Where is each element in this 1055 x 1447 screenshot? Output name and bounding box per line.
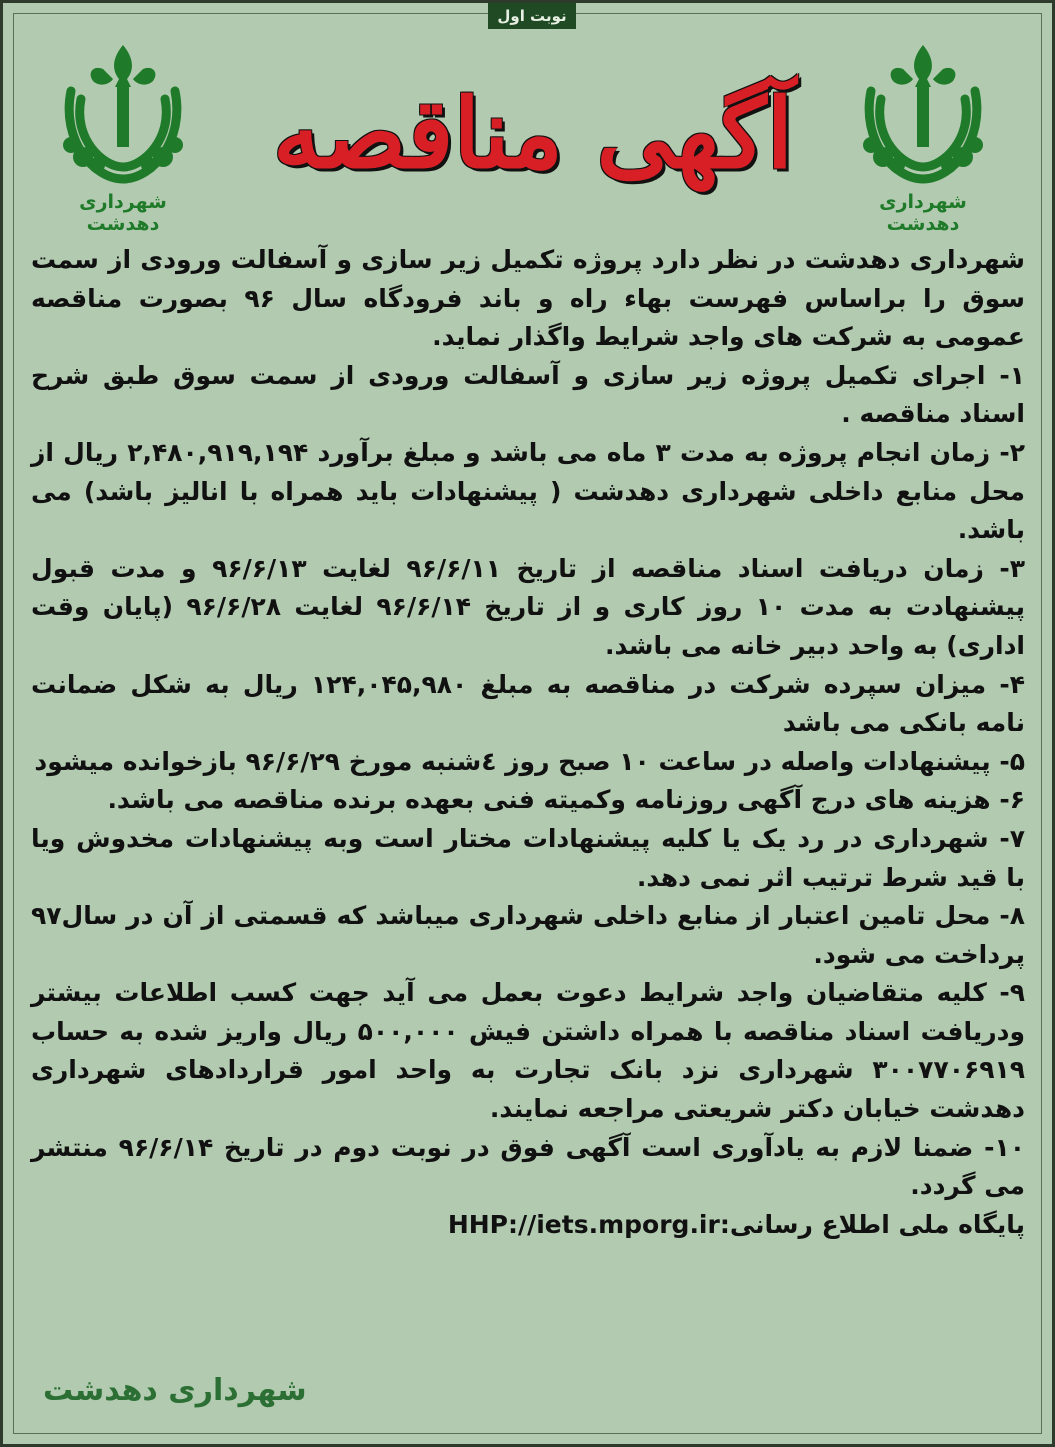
list-item: ۴- میزان سپرده شرکت در مناقصه به مبلغ ۱۲۴,۰۴۵,۹۸۰ ریال به شکل ضمانت نامه بانکی می باشد: [31, 669, 1025, 738]
portal-line: پایگاه ملی اطلاع رسانی:HHP://iets.mporg.ir: [447, 1209, 1025, 1239]
municipality-emblem-icon: [853, 39, 993, 189]
list-item: ۱- اجرای تکمیل پروژه زیر سازی و آسفالت ورودی از سمت سوق طبق شرح اسناد مناقصه .: [31, 360, 1025, 429]
intro-paragraph: شهرداری دهدشت در نظر دارد پروژه تکمیل زیر سازی و آسفالت ورودی از سمت سوق را براساس فهرست بهاء راه و باند فرودگاه سال ۹۶ بصورت مناقصه عمومی به شرکت های واجد شرایط واگذار نماید.: [31, 245, 1025, 352]
logo-right: [843, 39, 1003, 235]
advertisement-body: [31, 241, 1025, 1244]
list-item: ۷- شهرداری در رد یک یا کلیه پیشنهادات مختار است وبه پیشنهادات مخدوش ویا با قید شرط ترتیب اثر نمی دهد.: [31, 823, 1025, 892]
list-item: ۹- کلیه متقاضیان واجد شرایط دعوت بعمل می آید جهت کسب اطلاعات بیشتر ودریافت اسناد مناقصه با همراه داشتن فیش ۵۰۰,۰۰۰ ریال واریز شده به حساب ۳۰۰۷۷۰۶۹۱۹ شهرداری نزد بانک تجارت به واحد امور قراردادهای شهرداری دهدشت خیابان دکتر شریعتی مراجعه نمایند.: [31, 978, 1025, 1124]
logo-left: [43, 39, 203, 235]
logo-caption: شهرداری دهدشت: [879, 191, 967, 235]
list-item: ۶- هزینه های درج آگهی روزنامه وکمیته فنی بعهده برنده مناقصه می باشد.: [107, 785, 1025, 815]
list-item: ۸- محل تامین اعتبار از منابع داخلی شهرداری میباشد که قسمتی از آن در سال۹۷ پرداخت می شود.: [31, 901, 1025, 969]
round-tag: نوبت اول: [488, 3, 576, 29]
list-item: ۱۰- ضمنا لازم به یادآوری است آگهی فوق در نوبت دوم در تاریخ ۹۶/۶/۱۴ منتشر می گردد.: [31, 1132, 1026, 1201]
logo-caption: شهرداری دهدشت: [79, 191, 167, 235]
municipality-emblem-icon: [53, 39, 193, 189]
list-item: ۵- پیشنهادات واصله در ساعت ۱۰ صبح روز ٤شنبه مورخ ۹۶/۶/۲۹ بازخوانده میشود: [34, 746, 1025, 776]
signature: شهرداری دهدشت: [43, 1373, 307, 1408]
page-title: آگهی مناقصه: [272, 77, 794, 190]
list-item: ۳- زمان دریافت اسناد مناقصه از تاریخ ۹۶/۶/۱۱ لغایت ۹۶/۶/۱۳ و مدت قبول پیشنهادت به مدت ۱۰ روز کاری و از تاریخ ۹۶/۶/۱۴ لغایت ۹۶/۶/۲۸ (پایان وقت اداری) به واحد دبیر خانه می باشد.: [31, 553, 1026, 660]
list-item: ۲- زمان انجام پروژه به مدت ۳ ماه می باشد و مبلغ برآورد ۲,۴۸۰,۹۱۹,۱۹۴ ریال از محل منابع داخلی شهرداری دهدشت ( پیشنهادات باید همراه با انالیز باشد) می باشد.: [31, 437, 1025, 545]
